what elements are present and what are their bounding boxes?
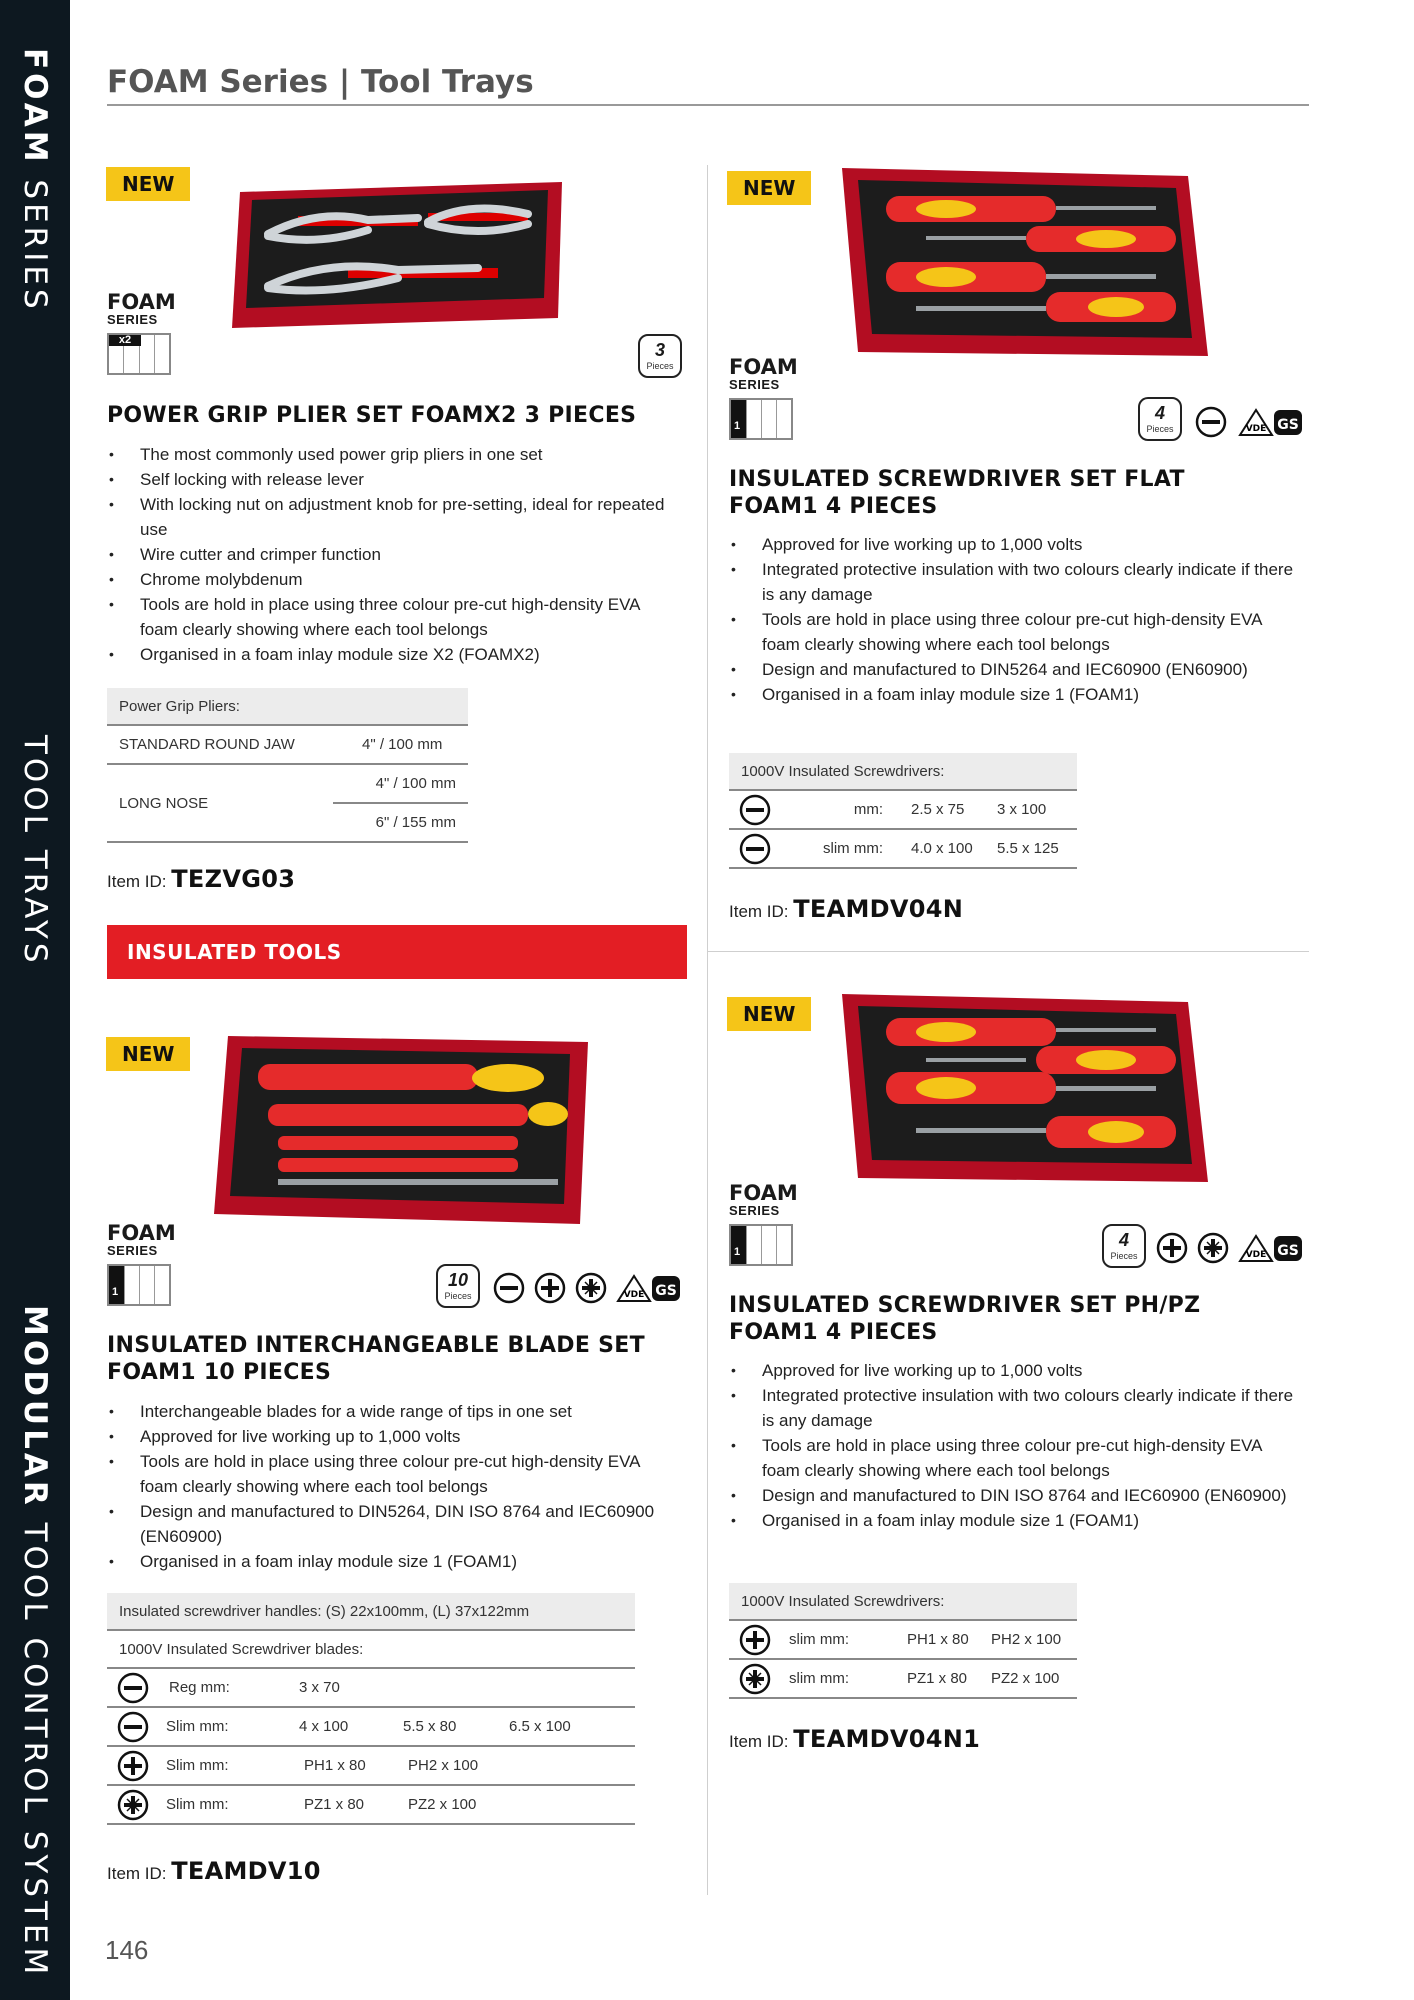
list-item: • Chrome molybdenum: [107, 567, 677, 592]
new-badge: NEW: [106, 1037, 190, 1071]
module-size-grid: 1: [729, 398, 793, 440]
list-item: • Organised in a foam inlay module size 1 (FOAM1): [729, 1508, 1304, 1533]
product-title: INSULATED SCREWDRIVER SET PH/PZ FOAM1 4 PIECES: [729, 1293, 1201, 1345]
flat-tip-icon: [117, 1672, 149, 1704]
foam-series-logo: FOAM SERIES 1: [107, 1223, 173, 1306]
product-title: INSULATED INTERCHANGEABLE BLADE SET FOAM1 10 PIECES: [107, 1333, 645, 1385]
table-row: slim mm: 4.0 x 100 5.5 x 125: [729, 830, 1077, 869]
svg-text:GS: GS: [1277, 417, 1299, 433]
table-row: mm: 2.5 x 75 3 x 100: [729, 791, 1077, 830]
sidebar-label-tool-trays: TOOL TRAYS: [17, 735, 53, 967]
list-item: • Tools are hold in place using three colour pre-cut high-density EVA foam clearly showing where each tool belongs: [729, 607, 1304, 657]
svg-text:VDE: VDE: [1245, 424, 1267, 434]
flat-tip-icon: [1195, 406, 1227, 438]
list-item: • Integrated protective insulation with two colours clearly indicate if there is any damage: [729, 1383, 1304, 1433]
table-cell: 6" / 155 mm: [375, 814, 456, 831]
row-divider: [708, 951, 1309, 952]
table-row: Reg mm: 3 x 70: [107, 1669, 635, 1708]
table-header: 1000V Insulated Screwdrivers:: [729, 1583, 1077, 1621]
foam-series-logo: FOAM SERIES 1: [729, 357, 795, 440]
new-badge: NEW: [727, 171, 811, 205]
list-item: • Wire cutter and crimper function: [107, 542, 677, 567]
list-item: • Design and manufactured to DIN5264 and IEC60900 (EN60900): [729, 657, 1304, 682]
list-item: • The most commonly used power grip pliers in one set: [107, 442, 677, 467]
table-row: Slim mm: PH1 x 80 PH2 x 100: [107, 1747, 635, 1786]
module-size-grid: 1: [107, 1264, 171, 1306]
plier-tray-image: [228, 178, 566, 332]
list-item: • Interchangeable blades for a wide range of tips in one set: [107, 1399, 677, 1424]
pieces-badge: 3 Pieces: [638, 334, 682, 378]
pozidriv-tip-icon: [575, 1272, 607, 1304]
table-header: 1000V Insulated Screwdrivers:: [729, 753, 1077, 791]
feature-list: [107, 442, 677, 667]
flat-tip-icon: [739, 833, 771, 865]
pozidriv-tip-icon: [739, 1663, 771, 1695]
sidebar-label-modular: MODULAR TOOL CONTROL SYSTEM: [17, 1305, 53, 1979]
list-item: • Organised in a foam inlay module size 1 (FOAM1): [107, 1549, 677, 1574]
pieces-badge: 10 Pieces: [436, 1264, 480, 1308]
item-id: Item ID: TEAMDV10: [107, 1857, 321, 1885]
page-title: FOAM Series | Tool Trays: [107, 64, 534, 100]
pozidriv-tip-icon: [117, 1789, 149, 1821]
list-item: • Design and manufactured to DIN ISO 8764 and IEC60900 (EN60900): [729, 1483, 1304, 1508]
flat-tip-icon: [117, 1711, 149, 1743]
spec-table: [729, 1583, 1077, 1699]
svg-text:VDE: VDE: [1245, 1250, 1267, 1260]
table-row: slim mm: PH1 x 80 PH2 x 100: [729, 1621, 1077, 1660]
flat-screwdriver-tray-image: [836, 166, 1212, 362]
sidebar: [0, 0, 70, 2000]
new-badge: NEW: [727, 997, 811, 1031]
foam-series-logo: FOAM SERIES x2: [107, 292, 173, 375]
item-id: Item ID: TEAMDV04N: [729, 895, 964, 923]
list-item: • Self locking with release lever: [107, 467, 677, 492]
list-item: • Approved for live working up to 1,000 volts: [107, 1424, 677, 1449]
spec-table: [729, 753, 1077, 869]
list-item: • Approved for live working up to 1,000 volts: [729, 532, 1304, 557]
product-title: POWER GRIP PLIER SET FOAMX2 3 PIECES: [107, 403, 637, 428]
module-size-grid: 1: [729, 1224, 793, 1266]
table-row: STANDARD ROUND JAW 4" / 100 mm: [107, 726, 468, 765]
table-row-group: LONG NOSE 4" / 100 mm 6" / 155 mm: [107, 765, 468, 843]
table-row: Slim mm: PZ1 x 80 PZ2 x 100: [107, 1786, 635, 1825]
blade-set-tray-image: [208, 1034, 594, 1230]
svg-text:GS: GS: [1277, 1243, 1299, 1259]
title-divider: [107, 104, 1309, 106]
section-banner: INSULATED TOOLS: [107, 925, 687, 979]
phillips-tip-icon: [534, 1272, 566, 1304]
product-title: INSULATED SCREWDRIVER SET FLAT FOAM1 4 PIECES: [729, 467, 1185, 519]
table-header: 1000V Insulated Screwdriver blades:: [107, 1631, 635, 1669]
spec-table: [107, 688, 468, 843]
phillips-tip-icon: [1156, 1232, 1188, 1264]
flat-tip-icon: [493, 1272, 525, 1304]
vde-gs-certification-icon: [1238, 1233, 1304, 1263]
table-row: Slim mm: 4 x 100 5.5 x 80 6.5 x 100: [107, 1708, 635, 1747]
new-badge: NEW: [106, 167, 190, 201]
spec-table: [107, 1593, 635, 1825]
list-item: • Approved for live working up to 1,000 volts: [729, 1358, 1304, 1383]
svg-text:GS: GS: [655, 1283, 677, 1299]
item-id: Item ID: TEAMDV04N1: [729, 1725, 981, 1753]
list-item: • With locking nut on adjustment knob for pre-setting, ideal for repeated use: [107, 492, 677, 542]
list-item: • Tools are hold in place using three colour pre-cut high-density EVA foam clearly showing where each tool belongs: [729, 1433, 1304, 1483]
phillips-tip-icon: [739, 1624, 771, 1656]
feature-list: [107, 1399, 677, 1574]
sidebar-label-foam-series: FOAM SERIES: [17, 48, 53, 313]
list-item: • Integrated protective insulation with two colours clearly indicate if there is any damage: [729, 557, 1304, 607]
flat-tip-icon: [739, 794, 771, 826]
list-item: • Design and manufactured to DIN5264, DIN ISO 8764 and IEC60900 (EN60900): [107, 1499, 677, 1549]
table-header: Power Grip Pliers:: [107, 688, 468, 726]
pieces-badge: 4 Pieces: [1138, 397, 1182, 441]
table-header: Insulated screwdriver handles: (S) 22x100mm, (L) 37x122mm: [107, 1593, 635, 1631]
phpz-screwdriver-tray-image: [836, 992, 1212, 1188]
feature-list: [729, 1358, 1304, 1533]
phillips-tip-icon: [117, 1750, 149, 1782]
list-item: • Organised in a foam inlay module size X2 (FOAMX2): [107, 642, 677, 667]
module-size-grid: x2: [107, 333, 171, 375]
pozidriv-tip-icon: [1197, 1232, 1229, 1264]
foam-series-logo: FOAM SERIES 1: [729, 1183, 795, 1266]
item-id: Item ID: TEZVG03: [107, 865, 296, 893]
list-item: • Tools are hold in place using three colour pre-cut high-density EVA foam clearly showing where each tool belongs: [107, 1449, 677, 1499]
pieces-badge: 4 Pieces: [1102, 1224, 1146, 1268]
list-item: • Tools are hold in place using three colour pre-cut high-density EVA foam clearly showing where each tool belongs: [107, 592, 677, 642]
table-row: slim mm: PZ1 x 80 PZ2 x 100: [729, 1660, 1077, 1699]
table-cell: 4" / 100 mm: [333, 765, 468, 804]
vde-gs-certification-icon: [1238, 407, 1304, 437]
page-number: 146: [105, 1935, 149, 1965]
svg-text:VDE: VDE: [623, 1290, 645, 1300]
feature-list: [729, 532, 1304, 707]
list-item: • Organised in a foam inlay module size 1 (FOAM1): [729, 682, 1304, 707]
vde-gs-certification-icon: [616, 1273, 682, 1303]
column-divider: [707, 165, 708, 1895]
